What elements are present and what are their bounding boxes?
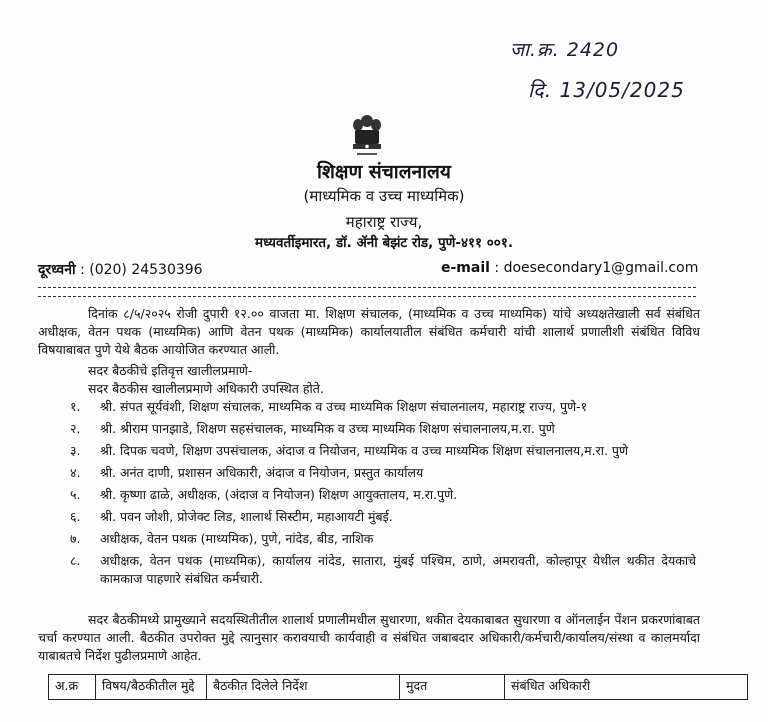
list-item-number: ८. xyxy=(70,553,81,568)
table-header-cell: अ.क्र xyxy=(49,675,96,700)
email-label: e-mail xyxy=(441,260,490,276)
list-item-number: ३. xyxy=(70,443,81,458)
table-header-row xyxy=(49,675,748,700)
list-item-number: ६. xyxy=(70,509,81,524)
table-header-cell: विषय/बैठकीतील मुद्दे xyxy=(96,675,207,700)
handwritten-reference-number: जा.क्र. 2420 xyxy=(510,39,620,61)
email-address: : doesecondary1@gmail.com xyxy=(494,260,699,276)
directives-table xyxy=(48,674,748,700)
list-item-text: श्री. संपत सूर्यवंशी, शिक्षण संचालक, माध्यमिक व उच्च माध्यमिक शिक्षण संचालनालय, महाराष्ट्र राज्य, पुणे-१ xyxy=(100,399,588,414)
list-item-number: २. xyxy=(70,421,81,436)
ashoka-emblem-icon xyxy=(349,113,385,159)
divider-bottom xyxy=(38,296,696,297)
list-item-text: श्री. अनंत दाणी, प्रशासन अधिकारी, अंदाज व नियोजन, प्रस्तुत कार्यालय xyxy=(100,465,424,480)
intro-paragraph: दिनांक ८/५/२०२५ रोजी दुपारी १२.०० वाजता मा. शिक्षण संचालक, (माध्यमिक व उच्च माध्यमिक) यांचे अध्यक्षतेखाली सर्व संबंधित अधीक्षक, वेतन पथक (माध्यमिक) आणि वेतन पथक (माध्यमिक) कार्यालयातील संबंधित कर्मचारी यांची शालार्थ प्रणालीशी संबंधित विविध विषयाबाबत पुणे येथे बैठक आयोजित करण्यात आली. xyxy=(38,306,700,357)
state-name: महाराष्ट्र राज्य, xyxy=(345,213,423,231)
list-item-text: श्री. श्रीराम पानझाडे, शिक्षण सहसंचालक, माध्यमिक व उच्च माध्यमिक शिक्षण संचालनालय,म.रा. पुणे xyxy=(100,421,555,436)
divider-top xyxy=(38,287,696,288)
list-item-number: १. xyxy=(70,399,81,414)
phone-line xyxy=(38,260,203,279)
list-item-number: ७. xyxy=(70,531,81,546)
list-item-text: अधीक्षक, वेतन पथक (माध्यमिक), पुणे, नांदेड, बीड, नाशिक xyxy=(100,531,374,546)
minutes-heading: सदर बैठकीचे इतिवृत्त खालीलप्रमाणे- xyxy=(88,363,253,378)
email-line xyxy=(441,260,698,276)
list-item-text: श्री. पवन जोशी, प्रोजेक्ट लिड, शालार्थ सिस्टीम, महाआयटी मुंबई. xyxy=(100,509,393,524)
handwritten-date: दि. 13/05/2025 xyxy=(528,78,685,102)
organization-title: शिक्षण संचालनालय xyxy=(317,161,451,183)
organization-subtitle: (माध्यमिक व उच्च माध्यमिक) xyxy=(303,187,465,205)
list-item-number: ५. xyxy=(70,487,81,502)
list-item-number: ४. xyxy=(70,465,81,480)
table-header-cell: संबंधित अधिकारी xyxy=(505,675,748,700)
list-item-text: श्री. कृष्णा ढाळे, अधीक्षक, (अंदाज व नियोजन) शिक्षण आयुक्तालय, म.रा.पुणे. xyxy=(100,487,458,502)
list-item-text: अधीक्षक, वेतन पथक (माध्यमिक), कार्यालय नांदेड, सातारा, मुंबई पश्चिम, ठाणे, अमरावती, कोल्हापूर येथील थकीत देयकाचे कामकाज पाहणारे संबंधित कर्मचारी. xyxy=(100,553,696,586)
office-address: मध्यवर्तीइमारत, डॉ. ॲनी बेझंट रोड, पुणे-४११ ००१. xyxy=(255,235,513,251)
phone-label: दूरध्वनी xyxy=(38,262,76,278)
attendees-heading: सदर बैठकीस खालीलप्रमाणे अधिकारी उपस्थित होते. xyxy=(88,381,324,396)
list-item-text: श्री. दिपक चवणे, शिक्षण उपसंचालक, अंदाज व नियोजन, माध्यमिक व उच्च माध्यमिक शिक्षण संचालनालय,म.रा. पुणे xyxy=(100,443,629,458)
table-header-cell: बैठकीत दिलेले निर्देश xyxy=(207,675,400,700)
discussion-paragraph: सदर बैठकीमध्ये प्रामुख्याने सदयस्थितीतील शालार्थ प्रणालीमधील सुधारणा, थकीत देयकाबाबत सुधारणा व ऑनलाईन पेंशन प्रकरणांबाबत चर्चा करण्यात आली. बैठकीत उपरोक्त मुद्दे त्यानुसार करावयाची कार्यवाही व संबंधित जबाबदार अधिकारी/कर्मचारी/कार्यालय/संस्था व कालमर्यादा याबाबतचे निर्देश पुढीलप्रमाणे आहेत. xyxy=(38,612,700,663)
table-header-cell: मुदत xyxy=(400,675,505,700)
phone-number: : (020) 24530396 xyxy=(80,262,203,278)
